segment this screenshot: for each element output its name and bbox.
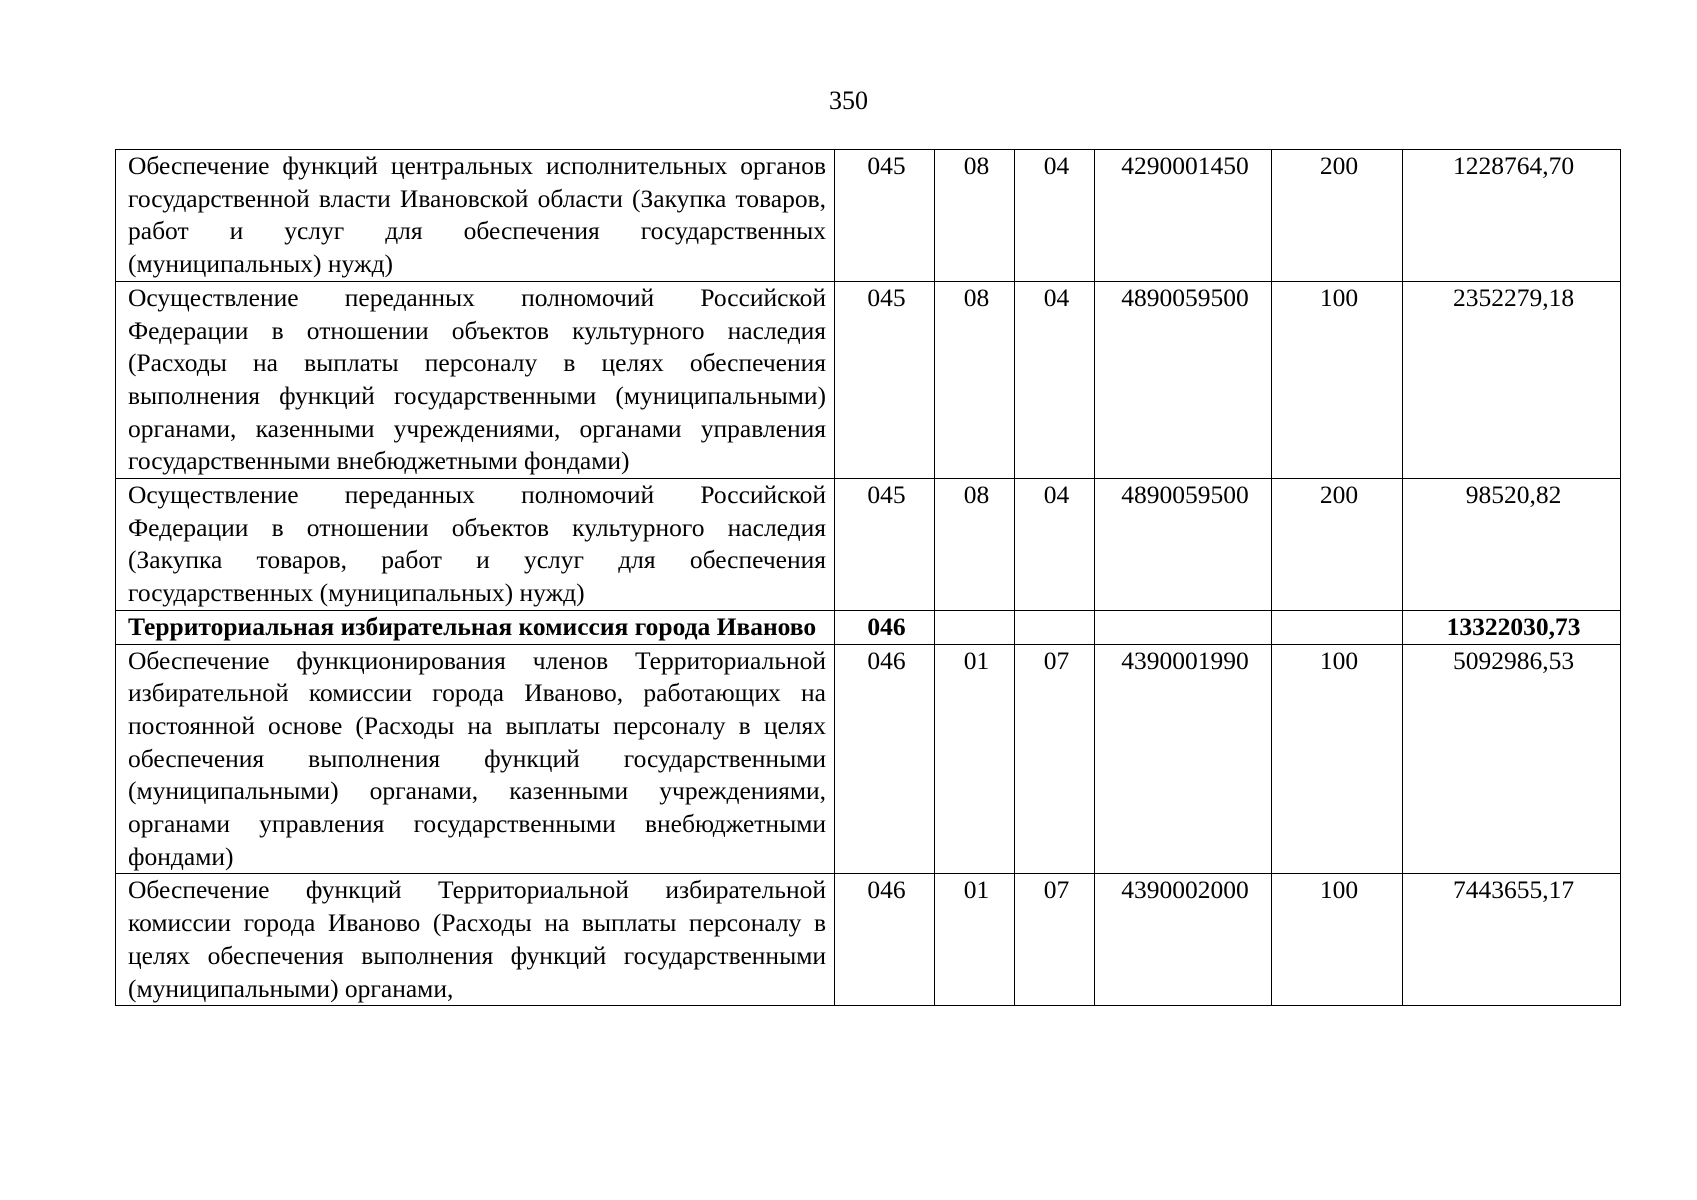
table-row xyxy=(116,479,1621,611)
table-row xyxy=(116,874,1621,1006)
ministry-code: 046 xyxy=(835,610,935,644)
amount: 1228764,70 xyxy=(1403,150,1621,282)
budget-table xyxy=(115,149,1621,1006)
table-row xyxy=(116,281,1621,478)
expense-type-code: 100 xyxy=(1272,281,1403,478)
target-article-code: 4890059500 xyxy=(1095,281,1272,478)
amount: 7443655,17 xyxy=(1403,874,1621,1006)
row-description: Обеспечение функций центральных исполнительных органов государственной власти Ивановской области (Закупка товаров, работ и услуг для обеспечения государственных (муниципальных) нужд) xyxy=(116,150,835,282)
expense-type-code: 200 xyxy=(1272,150,1403,282)
amount: 5092986,53 xyxy=(1403,644,1621,874)
section-code: 08 xyxy=(935,150,1015,282)
target-article-code: 4390001990 xyxy=(1095,644,1272,874)
expense-type-code: 100 xyxy=(1272,644,1403,874)
row-description: Обеспечение функционирования членов Территориальной избирательной комиссии города Иваново, работающих на постоянной основе (Расходы на выплаты персоналу в целях обеспечения выполнения функций государственными (муниципальными) органами, казенными учреждениями, органами управления государственными внебюджетными фондами) xyxy=(116,644,835,874)
expense-type-code: 200 xyxy=(1272,479,1403,611)
expense-type-code: 100 xyxy=(1272,874,1403,1006)
row-description: Осуществление переданных полномочий Российской Федерации в отношении объектов культурного наследия (Расходы на выплаты персоналу в целях обеспечения выполнения функций государственными (муниципальными) органами, казенными учреждениями, органами управления государственными внебюджетными фондами) xyxy=(116,281,835,478)
expense-type-code xyxy=(1272,610,1403,644)
row-description: Осуществление переданных полномочий Российской Федерации в отношении объектов культурного наследия (Закупка товаров, работ и услуг для обеспечения государственных (муниципальных) нужд) xyxy=(116,479,835,611)
page-number: 350 xyxy=(829,86,868,115)
target-article-code: 4290001450 xyxy=(1095,150,1272,282)
section-code: 08 xyxy=(935,479,1015,611)
table-row xyxy=(116,610,1621,644)
target-article-code: 4390002000 xyxy=(1095,874,1272,1006)
subsection-code: 04 xyxy=(1015,479,1095,611)
amount: 2352279,18 xyxy=(1403,281,1621,478)
row-description: Территориальная избирательная комиссия города Иваново xyxy=(116,610,835,644)
table-row xyxy=(116,644,1621,874)
section-code: 08 xyxy=(935,281,1015,478)
row-description: Обеспечение функций Территориальной избирательной комиссии города Иваново (Расходы на выплаты персоналу в целях обеспечения выполнения функций государственными (муниципальными) органами, xyxy=(116,874,835,1006)
amount: 13322030,73 xyxy=(1403,610,1621,644)
ministry-code: 045 xyxy=(835,479,935,611)
subsection-code xyxy=(1015,610,1095,644)
section-code: 01 xyxy=(935,644,1015,874)
ministry-code: 046 xyxy=(835,874,935,1006)
ministry-code: 046 xyxy=(835,644,935,874)
amount: 98520,82 xyxy=(1403,479,1621,611)
ministry-code: 045 xyxy=(835,150,935,282)
section-code: 01 xyxy=(935,874,1015,1006)
target-article-code: 4890059500 xyxy=(1095,479,1272,611)
target-article-code xyxy=(1095,610,1272,644)
table-row xyxy=(116,150,1621,282)
subsection-code: 07 xyxy=(1015,644,1095,874)
subsection-code: 04 xyxy=(1015,150,1095,282)
subsection-code: 04 xyxy=(1015,281,1095,478)
subsection-code: 07 xyxy=(1015,874,1095,1006)
section-code xyxy=(935,610,1015,644)
ministry-code: 045 xyxy=(835,281,935,478)
